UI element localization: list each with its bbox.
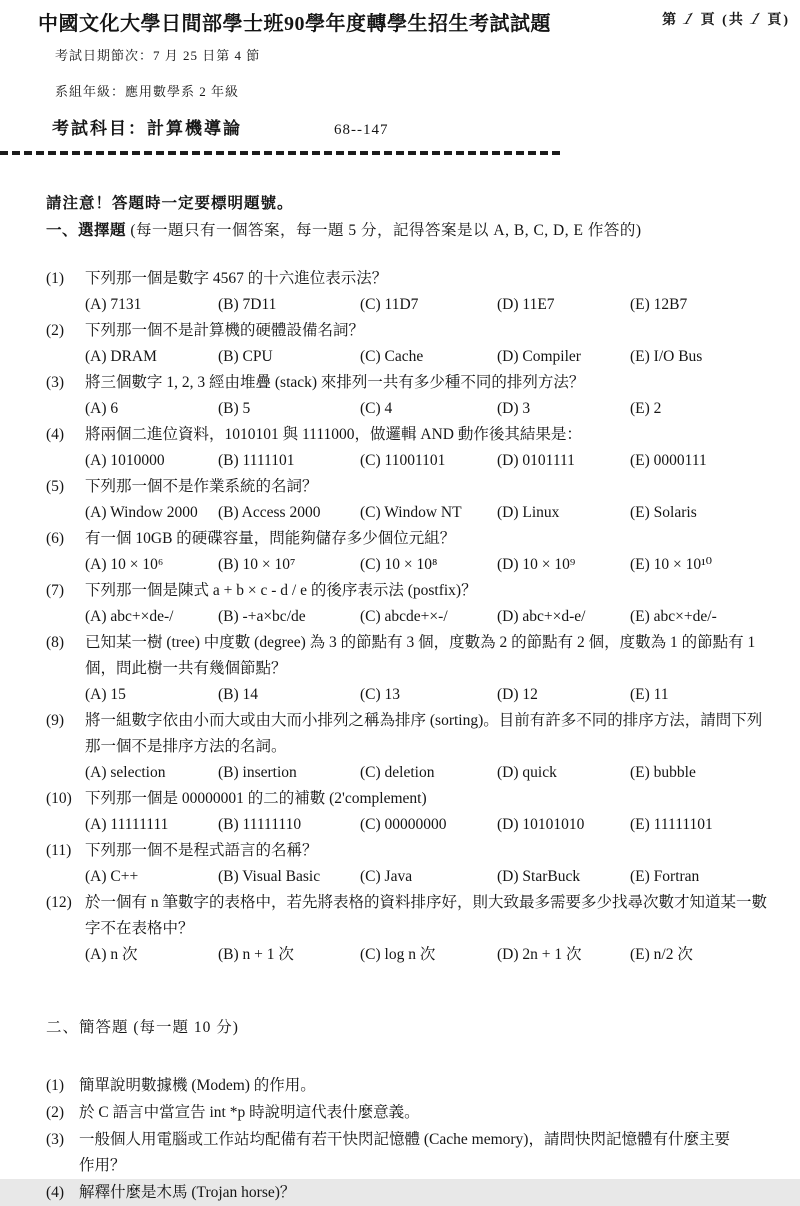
multiple-choice-list <box>46 266 772 968</box>
option-b: (B) 1111101 <box>218 452 295 469</box>
option-d: (D) 10 × 10⁹ <box>497 556 576 573</box>
question-stem: 將一組數字依由小而大或由大而小排列之稱為排序 (sorting)。目前有許多不同的排序方法，請問下列那一個不是排序方法的名詞。 <box>85 712 763 755</box>
exam-date-line: 考試日期節次：7 月 25 日第 4 節 <box>55 48 261 63</box>
option-e: (E) bubble <box>630 764 696 781</box>
option-d: (D) abc+×d-e/ <box>497 608 586 625</box>
option-a: (A) 15 <box>85 686 126 703</box>
question-number: (12) <box>46 894 72 911</box>
question-number: (8) <box>46 634 65 651</box>
question-12-options <box>46 942 772 968</box>
department-line: 系組年級：應用數學系 2 年級 <box>55 84 240 99</box>
option-b: (B) 11111110 <box>218 816 302 833</box>
handwritten-total-pages: 1 <box>747 9 766 28</box>
option-c: (C) 4 <box>360 400 393 417</box>
question-10-options <box>46 812 772 838</box>
option-c: (C) 10 × 10⁸ <box>360 556 438 573</box>
option-d: (D) 11E7 <box>497 296 555 313</box>
question-stem: 一般個人用電腦或工作站均配備有若干快閃記憶體 (Cache memory)，請問快閃記憶體有什麼主要作用？ <box>79 1131 730 1174</box>
section1-heading-title: 一、選擇題 <box>46 222 127 239</box>
question-stem: 簡單說明數據機 (Modem) 的作用。 <box>79 1077 316 1094</box>
option-a: (A) 6 <box>85 400 119 417</box>
question-11-options <box>46 864 772 890</box>
question-4 <box>46 422 772 474</box>
option-c: (C) log n 次 <box>360 946 436 963</box>
question-number: (6) <box>46 530 65 547</box>
option-e: (E) Fortran <box>630 868 700 885</box>
option-b: (B) 14 <box>218 686 259 703</box>
subject-code: 68--147 <box>334 122 389 138</box>
option-b: (B) 7D11 <box>218 296 277 313</box>
question-5 <box>46 474 772 526</box>
short-answer-list <box>46 1073 772 1206</box>
option-e: (E) 0000111 <box>630 452 707 469</box>
question-1-options <box>46 292 772 318</box>
question-stem: 已知某一樹 (tree) 中度數 (degree) 為 3 的節點有 3 個，度數為 2 的節點有 2 個，度數為 1 的節點有 1 個，問此樹一共有幾個節點？ <box>85 634 756 677</box>
option-c: (C) Java <box>360 868 413 885</box>
option-e: (E) 2 <box>630 400 662 417</box>
question-stem: 解釋什麼是木馬 (Trojan horse)？ <box>79 1184 296 1201</box>
option-c: (C) 11001101 <box>360 452 446 469</box>
option-b: (B) CPU <box>218 348 273 365</box>
question-3-options <box>46 396 772 422</box>
option-b: (B) -+a×bc/de <box>218 608 306 625</box>
question-number: (2) <box>46 322 65 339</box>
option-b: (B) 10 × 10⁷ <box>218 556 296 573</box>
option-c: (C) 13 <box>360 686 401 703</box>
option-d: (D) Compiler <box>497 348 581 365</box>
question-number: (2) <box>46 1104 65 1121</box>
option-c: (C) Cache <box>360 348 424 365</box>
option-a: (A) DRAM <box>85 348 157 365</box>
option-d: (D) StarBuck <box>497 868 581 885</box>
short-answer-4 <box>46 1180 772 1206</box>
handwritten-page-number: 1 <box>680 9 699 28</box>
option-e: (E) 11 <box>630 686 669 703</box>
question-7 <box>46 578 772 630</box>
option-d: (D) Linux <box>497 504 560 521</box>
question-stem: 下列那一個不是程式語言的名稱？ <box>85 842 318 859</box>
question-number: (4) <box>46 426 65 443</box>
option-b: (B) 5 <box>218 400 251 417</box>
option-a: (A) 11111111 <box>85 816 169 833</box>
option-a: (A) n 次 <box>85 946 138 963</box>
question-1 <box>46 266 772 318</box>
header <box>0 0 800 36</box>
option-a: (A) C++ <box>85 868 139 885</box>
question-8-options <box>46 682 772 708</box>
question-3 <box>46 370 772 422</box>
exam-body <box>0 155 800 1206</box>
option-a: (A) 10 × 10⁶ <box>85 556 164 573</box>
question-8 <box>46 630 772 708</box>
question-stem: 於 C 語言中當宣告 int *p 時說明這代表什麼意義。 <box>79 1104 420 1121</box>
question-9 <box>46 708 772 786</box>
section1-heading-note: (每一題只有一個答案，每一題 5 分，記得答案是以 A, B, C, D, E 作答的) <box>130 222 642 239</box>
short-answer-1 <box>46 1073 772 1099</box>
option-e: (E) 12B7 <box>630 296 688 313</box>
option-e: (E) n/2 次 <box>630 946 693 963</box>
page-info-prefix: 第 <box>662 13 679 28</box>
short-answer-3 <box>46 1127 772 1179</box>
question-5-options <box>46 500 772 526</box>
section1-heading <box>46 218 772 244</box>
option-c: (C) 00000000 <box>360 816 447 833</box>
option-b: (B) n + 1 次 <box>218 946 294 963</box>
question-2-options <box>46 344 772 370</box>
option-d: (D) 10101010 <box>497 816 585 833</box>
question-2 <box>46 318 772 370</box>
question-number: (5) <box>46 478 65 495</box>
option-e: (E) Solaris <box>630 504 697 521</box>
option-e: (E) I/O Bus <box>630 348 703 365</box>
question-12 <box>46 890 772 968</box>
question-stem: 下列那一個是陳式 a + b × c - d / e 的後序表示法 (postfix)？ <box>85 582 477 599</box>
page-info-middle: 頁 (共 <box>700 13 745 28</box>
option-e: (E) 11111101 <box>630 816 713 833</box>
page-number-info <box>662 7 792 29</box>
option-d: (D) 2n + 1 次 <box>497 946 582 963</box>
question-stem: 下列那一個不是作業系統的名詞？ <box>85 478 318 495</box>
question-number: (10) <box>46 790 72 807</box>
question-stem: 於一個有 n 筆數字的表格中，若先將表格的資料排序好，則大致最多需要多少找尋次數才知道某一數字不在表格中？ <box>85 894 768 937</box>
option-d: (D) quick <box>497 764 557 781</box>
section2-heading: 二、簡答題 (每一題 10 分) <box>46 1019 239 1036</box>
question-number: (3) <box>46 1131 65 1148</box>
subject-label: 考試科目：計算機導論 <box>52 119 242 138</box>
option-e: (E) 10 × 10¹⁰ <box>630 556 713 573</box>
question-stem: 下列那一個不是計算機的硬體設備名詞？ <box>85 322 365 339</box>
question-number: (9) <box>46 712 65 729</box>
option-a: (A) 1010000 <box>85 452 165 469</box>
option-d: (D) 3 <box>497 400 531 417</box>
option-c: (C) abcde+×-/ <box>360 608 448 625</box>
option-b: (B) insertion <box>218 764 297 781</box>
question-number: (3) <box>46 374 65 391</box>
option-a: (A) abc+×de-/ <box>85 608 174 625</box>
notice-line: 請注意！答題時一定要標明題號。 <box>46 195 294 212</box>
question-number: (1) <box>46 1077 65 1094</box>
question-7-options <box>46 604 772 630</box>
question-11 <box>46 838 772 890</box>
question-number: (1) <box>46 270 65 287</box>
option-a: (A) Window 2000 <box>85 504 198 521</box>
question-number: (11) <box>46 842 72 859</box>
question-number: (4) <box>46 1184 65 1201</box>
option-c: (C) 11D7 <box>360 296 419 313</box>
question-stem: 將三個數字 1, 2, 3 經由堆疊 (stack) 來排列一共有多少種不同的排列方法？ <box>85 374 585 391</box>
option-b: (B) Access 2000 <box>218 504 321 521</box>
question-stem: 下列那一個是 00000001 的二的補數 (2'complement) <box>85 790 427 807</box>
option-c: (C) deletion <box>360 764 435 781</box>
question-4-options <box>46 448 772 474</box>
option-e: (E) abc×+de/- <box>630 608 717 625</box>
option-a: (A) selection <box>85 764 166 781</box>
short-answer-2 <box>46 1100 772 1126</box>
question-stem: 有一個 10GB 的硬碟容量，問能夠儲存多少個位元組？ <box>85 530 456 547</box>
question-9-options <box>46 760 772 786</box>
question-6 <box>46 526 772 578</box>
question-number: (7) <box>46 582 65 599</box>
question-stem: 下列那一個是數字 4567 的十六進位表示法？ <box>85 270 388 287</box>
page-info-suffix: 頁) <box>767 13 790 28</box>
option-d: (D) 0101111 <box>497 452 575 469</box>
question-stem: 將兩個二進位資料，1010101 與 1111000，做邏輯 AND 動作後其結果是： <box>85 426 582 443</box>
option-a: (A) 7131 <box>85 296 142 313</box>
question-10 <box>46 786 772 838</box>
option-d: (D) 12 <box>497 686 538 703</box>
question-6-options <box>46 552 772 578</box>
option-c: (C) Window NT <box>360 504 462 521</box>
exam-title: 中國文化大學日間部學士班90學年度轉學生招生考試試題 <box>38 13 551 35</box>
option-b: (B) Visual Basic <box>218 868 321 885</box>
subject-line <box>52 114 800 139</box>
